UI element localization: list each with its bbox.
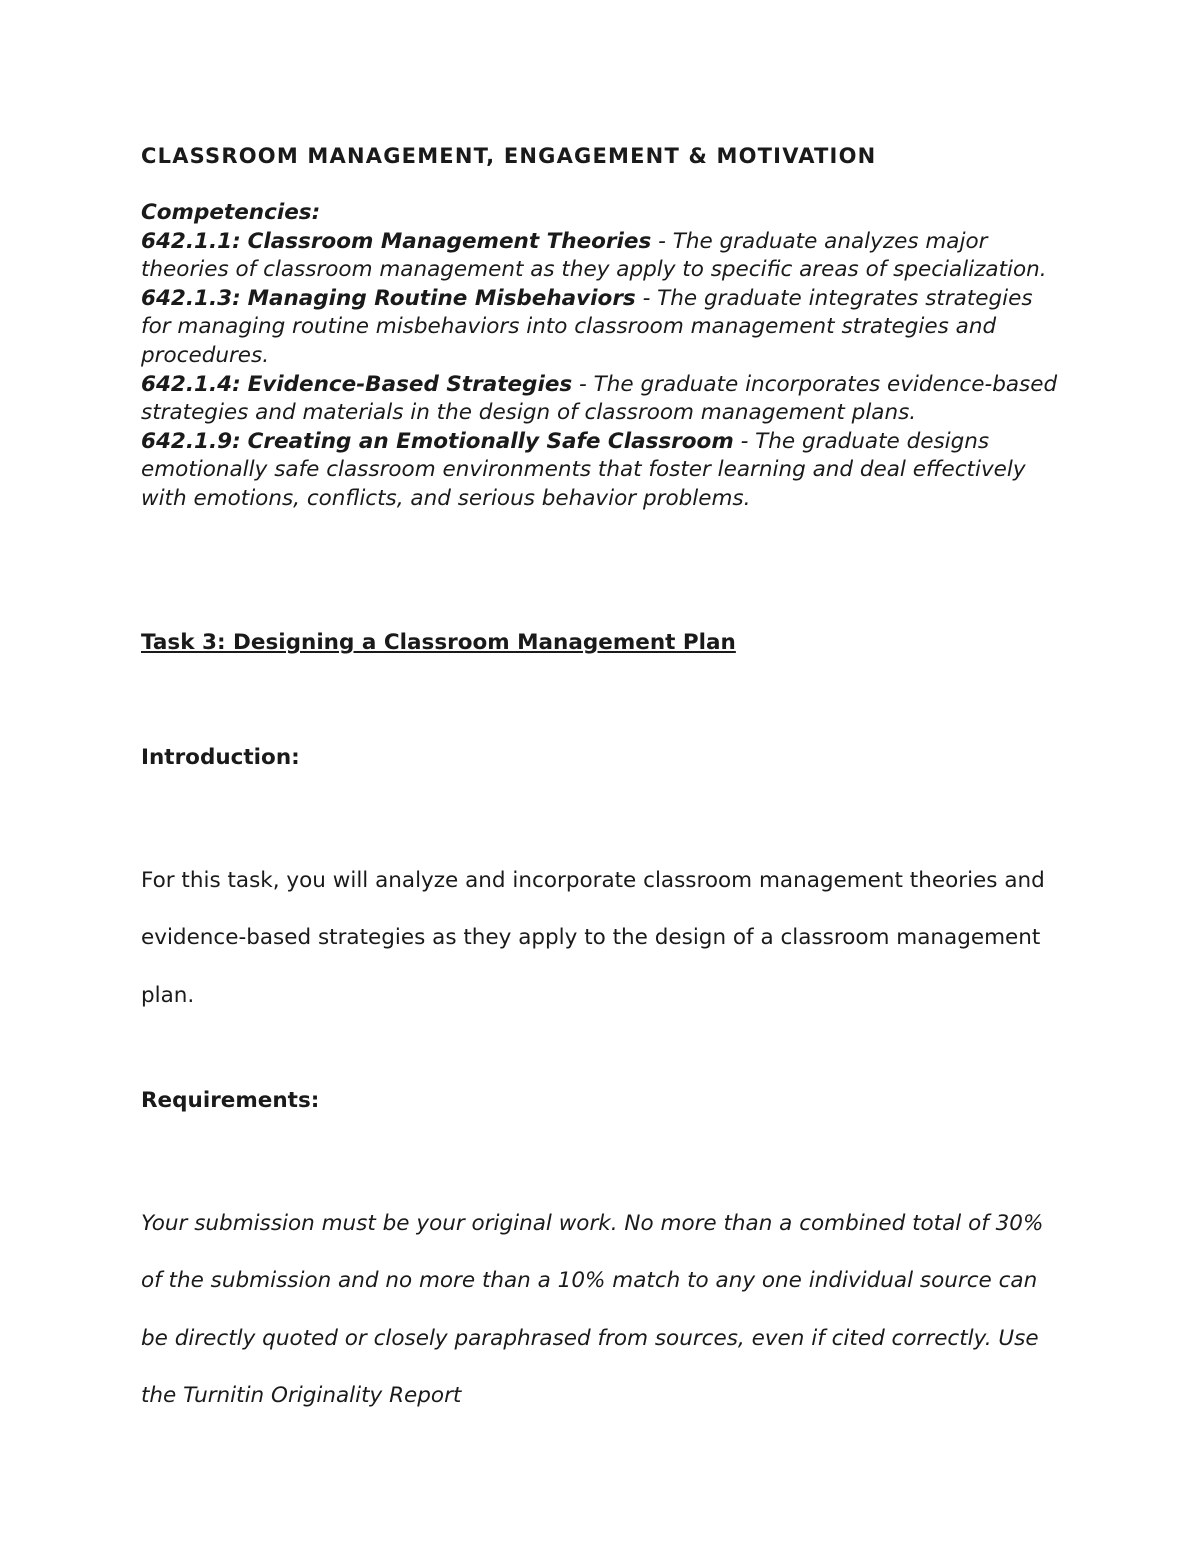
requirements-heading: Requirements: [141, 1088, 320, 1113]
competency-name: Creating an Emotionally Safe Classroom [247, 428, 734, 454]
competency-code: 642.1.4: [141, 371, 241, 397]
competency-item [141, 285, 1061, 371]
competency-description: - The graduate incorporates evidence-based strategies and materials in the design of classroom management plans. [141, 371, 1058, 426]
competency-description: - The graduate designs emotionally safe classroom environments that foster learning and deal effectively with emotions, conflicts, and serious behavior problems. [141, 428, 1026, 511]
competency-item [141, 428, 1061, 514]
document-title: CLASSROOM MANAGEMENT, ENGAGEMENT & MOTIVATION [141, 144, 877, 168]
competency-item [141, 371, 1061, 428]
competency-name: Evidence-Based Strategies [247, 371, 573, 397]
competency-item [141, 228, 1061, 285]
competency-name: Managing Routine Misbehaviors [247, 285, 636, 311]
competencies-section [141, 199, 1061, 514]
task-title: Task 3: Designing a Classroom Management Plan [141, 630, 736, 655]
competency-code: 642.1.9: [141, 428, 241, 454]
introduction-heading: Introduction: [141, 745, 300, 770]
competency-description: - The graduate analyzes major theories of classroom management as they apply to specific areas of specialization. [141, 228, 1047, 283]
competencies-heading: Competencies: [141, 200, 321, 225]
competency-name: Classroom Management Theories [247, 228, 652, 254]
competency-code: 642.1.3: [141, 285, 241, 311]
competency-code: 642.1.1: [141, 228, 241, 254]
introduction-paragraph: For this task, you will analyze and incorporate classroom management theories and evidence-based strategies as they apply to the design of a classroom management plan. [141, 868, 1045, 1008]
requirements-paragraph: Your submission must be your original work. No more than a combined total of 30% of the submission and no more than a 10% match to any one individual source can be directly quoted or closely paraphrased from sources, even if cited correctly. Use the Turnitin Originality Report [141, 1211, 1044, 1409]
competency-description: - The graduate integrates strategies for managing routine misbehaviors into classroom management strategies and procedures. [141, 285, 1033, 368]
